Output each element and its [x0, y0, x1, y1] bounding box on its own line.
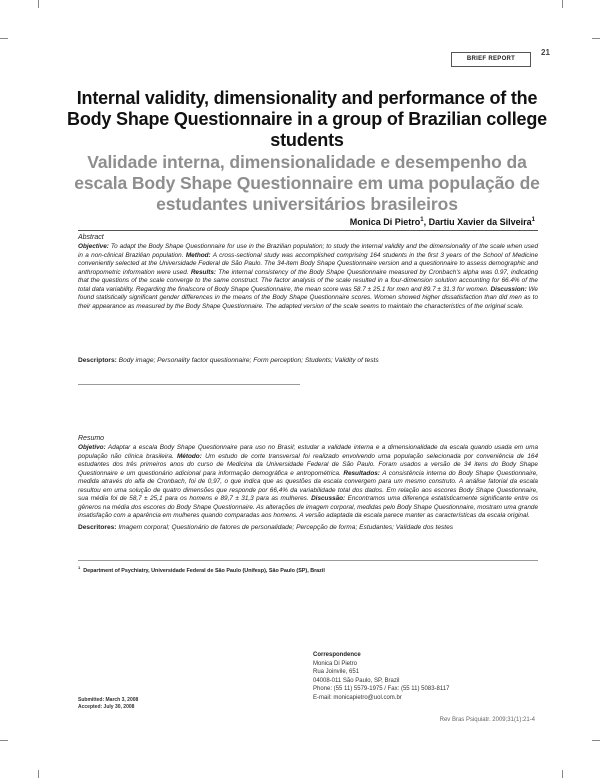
author-name: Dartiu Xavier da Silveira	[428, 217, 532, 227]
abstract-descriptors	[78, 357, 538, 364]
affiliation-marker: 1	[420, 217, 424, 223]
footnote-marker: 1	[78, 565, 81, 570]
resumo-discussion-label: Discussão:	[311, 495, 346, 502]
divider	[78, 384, 300, 385]
abstract-discussion-label: Discussion:	[490, 285, 527, 293]
section-badge: BRIEF REPORT	[451, 52, 531, 67]
abstract-objective-label: Objective:	[78, 243, 109, 250]
accepted-date: Accepted: July 30, 2008	[78, 703, 135, 710]
correspondence-line: 04008-011 São Paulo, SP, Brazil	[313, 677, 400, 684]
crop-mark	[562, 770, 563, 778]
journal-reference: Rev Bras Psiquiatr. 2009;31(1):21-4	[439, 717, 535, 723]
descritores-label: Descritores:	[78, 524, 117, 531]
correspondence-email[interactable]: E-mail: monicapietro@uol.com.br	[313, 694, 402, 701]
correspondence-line: Phone: (55 11) 5579-1975 / Fax: (55 11) 5083-8117	[313, 686, 450, 693]
descriptors-list: Body image; Personality factor questionnaire; Form perception; Students; Validity of tests	[116, 357, 379, 364]
abstract-body	[78, 243, 538, 311]
submitted-date: Submitted: March 3, 2008	[78, 697, 139, 703]
correspondence-heading: Correspondence	[313, 652, 361, 658]
abstract-results: The internal consistency of the Body Shape Questionnaire measured by Cronbach's alpha was 0.97, indicating that the questions of the scale converge to the same construct. The factor analysis of the scale resulted in a four-dimension solution accounting for 66.4% of the total data variability. Regarding the finalscore of Body Shape Questionnaire, the mean score was 58.7 ± 25.1 for men and 89.7 ± 31.3 for women.	[78, 268, 538, 293]
abstract-objective: To adapt the Body Shape Questionnaire for use in the Brazilian population; to study the internal validity and the dimensionality of the scale when used in a non-clinical Brazilian population.	[78, 243, 538, 259]
resumo-body	[78, 444, 538, 521]
resumo-descriptors	[78, 524, 538, 531]
footnote-text: Department of Psychiatry, Universidade Federal de São Paulo (Unifesp), São Paulo (SP), Brazil	[83, 567, 325, 574]
crop-mark	[38, 770, 39, 778]
correspondence-line: Monica Di Pietro	[313, 660, 358, 667]
abstract-method: A cross-sectional study was accomplished comprising 164 students in the first 3 years of the School of Medicine conveniently selected at the Universidade Federal de São Paulo. The 34-item Body Shape Questionnaire version and a questionnaire to assess demographic and anthropometric information were used.	[78, 251, 538, 276]
divider	[78, 230, 538, 231]
resumo-method: Um estudo de corte transversal foi realizado envolvendo uma população selecionada por conveniência de 164 estudantes dos três primeiros anos do curso de Medicina da Universidade Federal de São Paulo. Foram usados a versão de 34 itens do Body Shape Questionnaire e um questionário adicional para informação demográfica e antropométrica.	[78, 452, 538, 477]
page-number: 21	[541, 48, 550, 57]
title-english: Internal validity, dimensionality and performance of the Body Shape Questionnaire in a group of Brazilian college students	[67, 88, 547, 150]
affiliation-marker: 1	[531, 217, 535, 223]
resumo-discussion: Encontramos uma diferença estatisticamente significante entre os gêneros na média dos escores do Body Shape Questionnaire. As alterações de imagem corporal, medidas pelo Body Shape Questionnaire, mostram uma grande insatisfação com a aparência em mulheres quando comparadas aos homens. A versão adaptada da escala parece manter as características da escala original.	[78, 495, 539, 519]
correspondence-line: Rua Joinvile, 651	[313, 669, 360, 676]
abstract-results-label: Results:	[190, 268, 217, 276]
descritores-list: Imagem corporal; Questionário de fatores de personalidade; Percepção de forma; Estudantes; Validade dos testes	[116, 524, 454, 531]
title-portuguese: Validade interna, dimensionalidade e desempenho da escala Body Shape Questionnaire em uma população de estudantes universitários brasileiros	[74, 152, 540, 214]
resumo-objective-label: Objetivo:	[78, 444, 106, 451]
resumo-heading: Resumo	[78, 435, 105, 442]
resumo-results-label: Resultados:	[343, 469, 380, 477]
author-name: Monica Di Pietro	[349, 217, 421, 227]
descriptors-label: Descriptors:	[78, 357, 117, 364]
affiliation-footnote	[78, 565, 325, 574]
correspondence-block	[313, 651, 449, 703]
abstract-discussion: We found statistically significant gender differences in the means of the Body Shape Questionnaire scores. Women showed higher dissatisfaction than did men as to their appearance as measured by the Body Shape Questionnaire. The adapted version of the scale seems to maintain the characteristics of the original scale.	[78, 285, 538, 310]
divider	[78, 560, 538, 561]
resumo-method-label: Método:	[176, 452, 202, 460]
author-list	[350, 217, 535, 227]
crop-mark	[0, 38, 8, 39]
crop-mark	[0, 740, 8, 741]
crop-mark	[592, 38, 600, 39]
resumo-objective: Adaptar a escala Body Shape Questionnaire para uso no Brasil; estudar a validade interna e a dimensionalidade da escala quando usada em uma população não clínica brasileira.	[78, 444, 538, 460]
resumo-results: A consistência interna do Body Shape Questionnaire, medida através do alfa de Cronbach, foi de 0,97, o que indica que as questões da escala convergem para um mesmo construto. A análise fatorial da escala resultou em uma solução de quatro dimensões que responde por 66,4% da variabilidade total dos dados. Em relação aos escores Body Shape Questionnaire, sua média foi de 58,7 ± 25,1 para os homens e 89,7 ± 31,3 para as mulheres.	[78, 469, 538, 502]
abstract-heading: Abstract	[78, 234, 104, 241]
author-separator: ,	[423, 217, 429, 227]
crop-mark	[562, 0, 563, 8]
crop-mark	[38, 0, 39, 8]
abstract-method-label: Method:	[185, 251, 211, 259]
crop-mark	[592, 740, 600, 741]
submission-dates	[78, 697, 138, 710]
